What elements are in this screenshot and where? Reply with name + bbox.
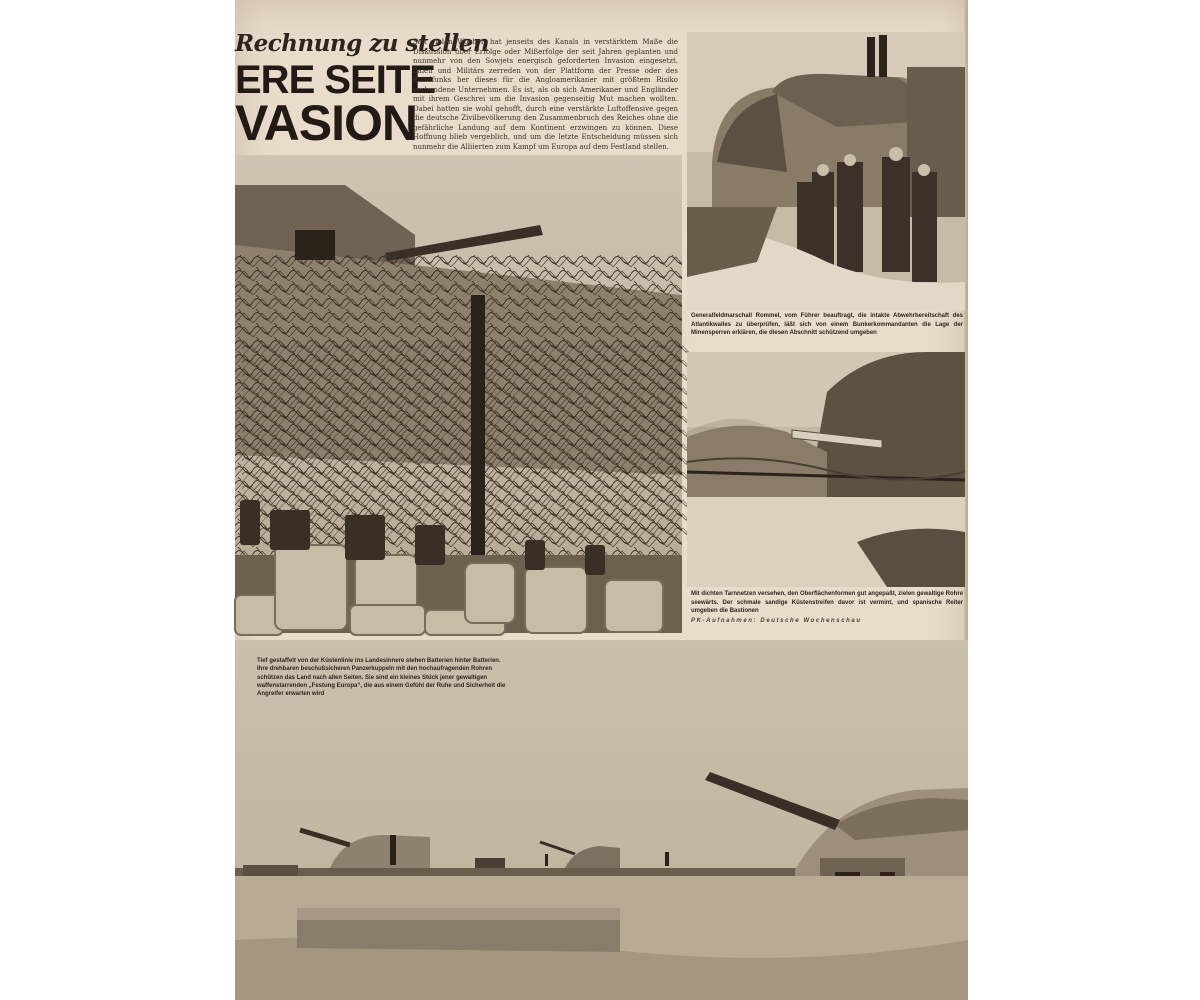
photo-credit: PK-Aufnahmen: Deutsche Wochenschau <box>691 618 862 624</box>
headline-kicker: Rechnung zu stellen <box>235 30 490 57</box>
headline-line-2: VASION <box>235 95 417 151</box>
intro-paragraph: Seit vielen Wochen hat jenseits des Kanals in verstärktem Maße die Diskussion über Erfolge oder Mißerfolge der seit Jahren geplanten und nunmehr von den Sowjets energisch geforderten Invasion eingesetzt. Laien und Militärs zerreden von der Plattform der Presse oder des Rundfunks her dieses für die Angloamerikaner mit größtem Risiko verbundene Unternehmen. Es ist, als ob sich Amerikaner und Engländer mit ihrem Geschrei um die Invasion gegenseitig Mut machen wollten. Dabei hatten sie wohl gehofft, durch eine verstärkte Luftoffensive gegen die deutsche Zivilbevölkerung den Zusammenbruch des Reiches ohne die gefährliche Landung auf dem Kontinent erzwingen zu können. Diese Hoffnung blieb vergeblich, und um die letzte Entscheidung müssen sich nunmehr die Alliierten zum Kampf um Europa auf dem Festland stellen. <box>413 38 678 151</box>
caption-turret: Mit dichten Tarnnetzen versehen, den Oberflächenformen gut angepaßt, zielen gewaltige Rohre seewärts. Der schmale sandige Küstenstreifen davor ist vermint, und spanische Reiter umgeben die Bastionen <box>691 591 963 614</box>
magazine-page <box>235 0 968 1000</box>
photo-rommel-inspection <box>687 32 965 310</box>
headline-line-1: ERE SEITE <box>235 58 435 102</box>
photo-barbed-wire-bunker <box>235 155 682 633</box>
caption-battery: Tief gestaffelt von der Küstenlinie ins Landesinnere stehen Batterien hinter Batterien. Ihre drehbaren beschußsicheren Panzerkuppeln mit den hochaufragenden Rohren schützen das Land nach allen Seiten. Sie sind ein kleines Stück jener gewaltigen waffenstarrenden „Festung Europa“, die aus einem Gefühl der Ruhe und Sicherheit die Angreifer erwarten wird <box>257 658 506 698</box>
caption-rommel: Generalfeldmarschall Rommel, vom Führer beauftragt, die intakte Abwehrbereitschaft des Atlantikwalles zu überprüfen, läßt sich von einem Bunkerkommandanten die Lage der Minensperren erklären, die diesen Abschnitt schützend umgeben <box>691 313 963 336</box>
photo-gun-turret-beach <box>687 352 965 587</box>
